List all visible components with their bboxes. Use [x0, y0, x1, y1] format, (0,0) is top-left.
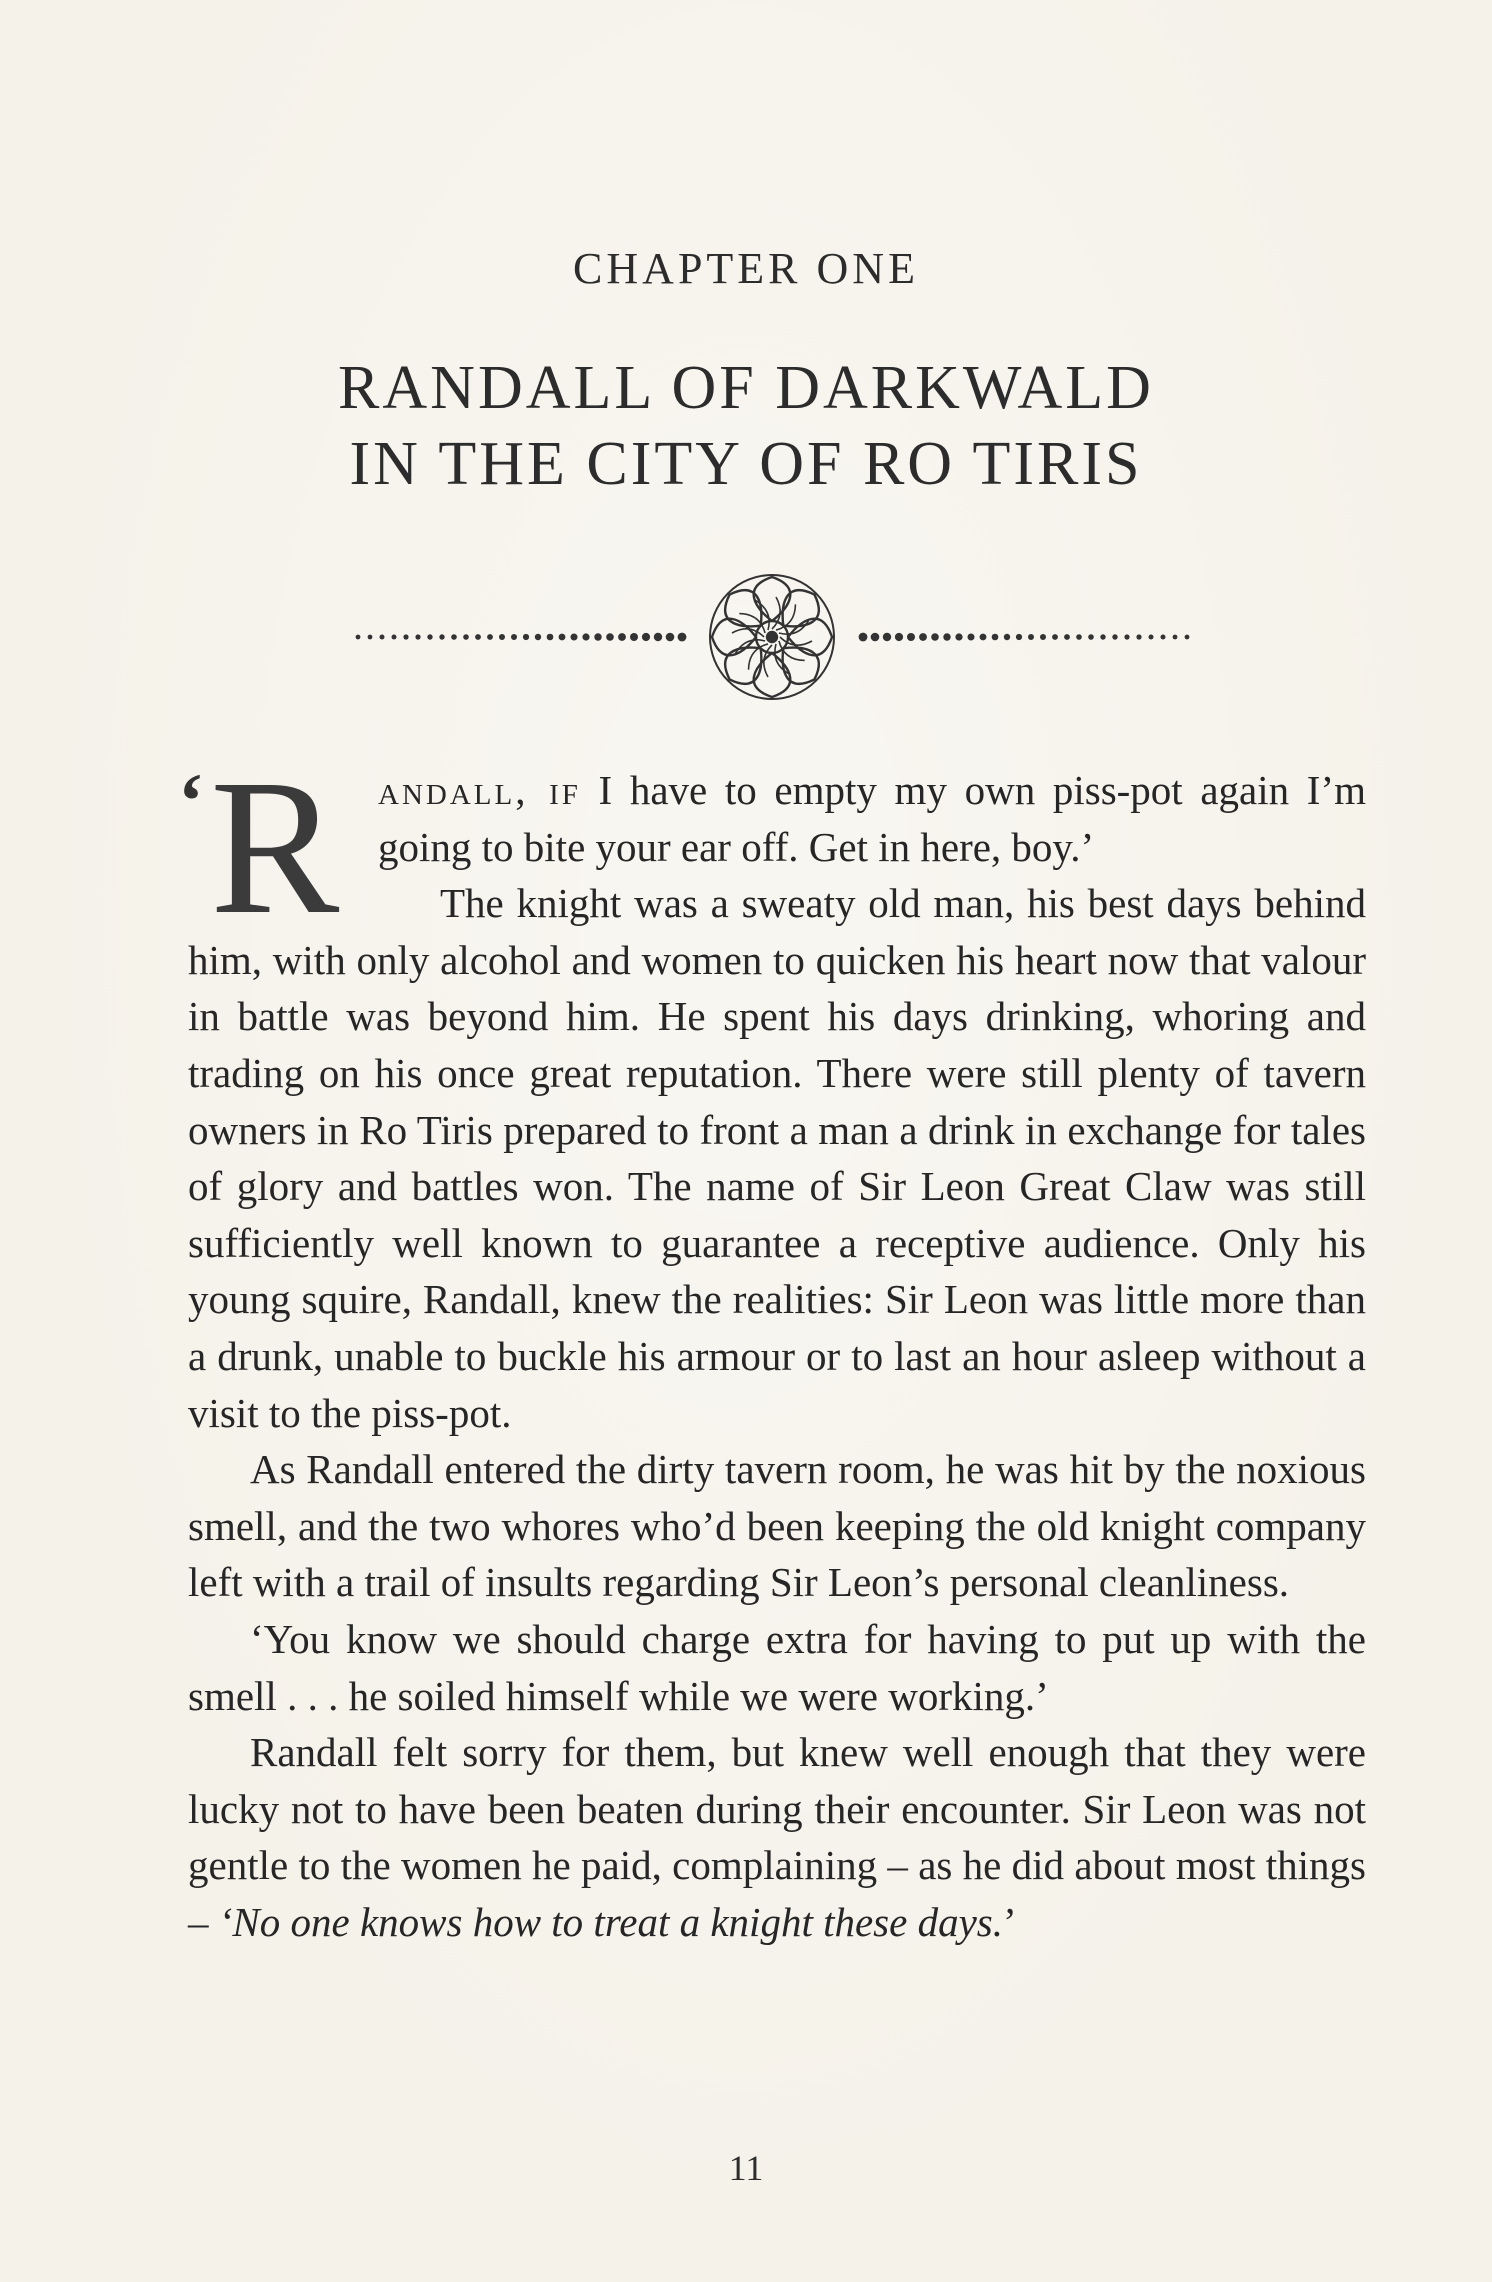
- left-dotted-rule: [356, 633, 687, 642]
- paragraph-5: [188, 1724, 1366, 1950]
- paragraph-1-text: I have to empty my own piss-pot again I’m going to bite your ear off. Get in here, boy.’: [378, 767, 1366, 870]
- rosette: [710, 575, 834, 699]
- chapter-title-line-1: RANDALL OF DARKWALD: [338, 354, 1154, 422]
- chapter-title-line-2: IN THE CITY OF RO TIRIS: [349, 430, 1143, 498]
- rosette-ornament-icon: [350, 570, 1195, 705]
- paragraph-1: [178, 739, 1366, 954]
- paragraph-2: The knight was a sweaty old man, his best days behind him, with only alcohol and women to quicken his heart now that valour in battle was beyond him. He spent his days drinking, whoring and trading on his once great reputation. There were still plenty of tavern owners in Ro Tiris prepared to front a man a drink in exchange for tales of glory and battles won. The name of Sir Leon Great Claw was still sufficiently well known to guarantee a receptive audience. Only his young squire, Randall, knew the realities: Sir Leon was little more than a drunk, unable to buckle his armour or to last an hour asleep without a visit to the piss-pot.: [188, 880, 1366, 1436]
- chapter-label: CHAPTER ONE: [573, 244, 919, 293]
- page-number: 11: [728, 2148, 764, 2188]
- chapter-title: [0, 350, 1492, 502]
- paragraph-5-end: ’: [1002, 1898, 1017, 1945]
- paragraph-3: As Randall entered the dirty tavern room, he was hit by the noxious smell, and the two whores who’d been keeping the old knight company left with a trail of insults regarding Sir Leon’s personal cleanliness.: [188, 1446, 1366, 1606]
- drop-cap-quote: ‘: [178, 757, 204, 844]
- drop-cap-letter: R: [210, 739, 340, 954]
- chapter-body-text: [178, 739, 1366, 1950]
- paragraph-5-italic: ‘No one knows how to treat a knight these days.: [218, 1898, 1003, 1945]
- opening-smallcaps: andall, if: [378, 767, 581, 813]
- right-dotted-rule: [859, 633, 1190, 642]
- paragraph-4: ‘You know we should charge extra for having to put up with the smell . . . he soiled himself while we were working.’: [188, 1615, 1366, 1719]
- drop-cap: [178, 739, 378, 954]
- paragraph-5-text: Randall felt sorry for them, but knew well enough that they were lucky not to have been beaten during their encounter. Sir Leon was not gentle to the women he paid, complaining – as he did about most things –: [188, 1729, 1366, 1945]
